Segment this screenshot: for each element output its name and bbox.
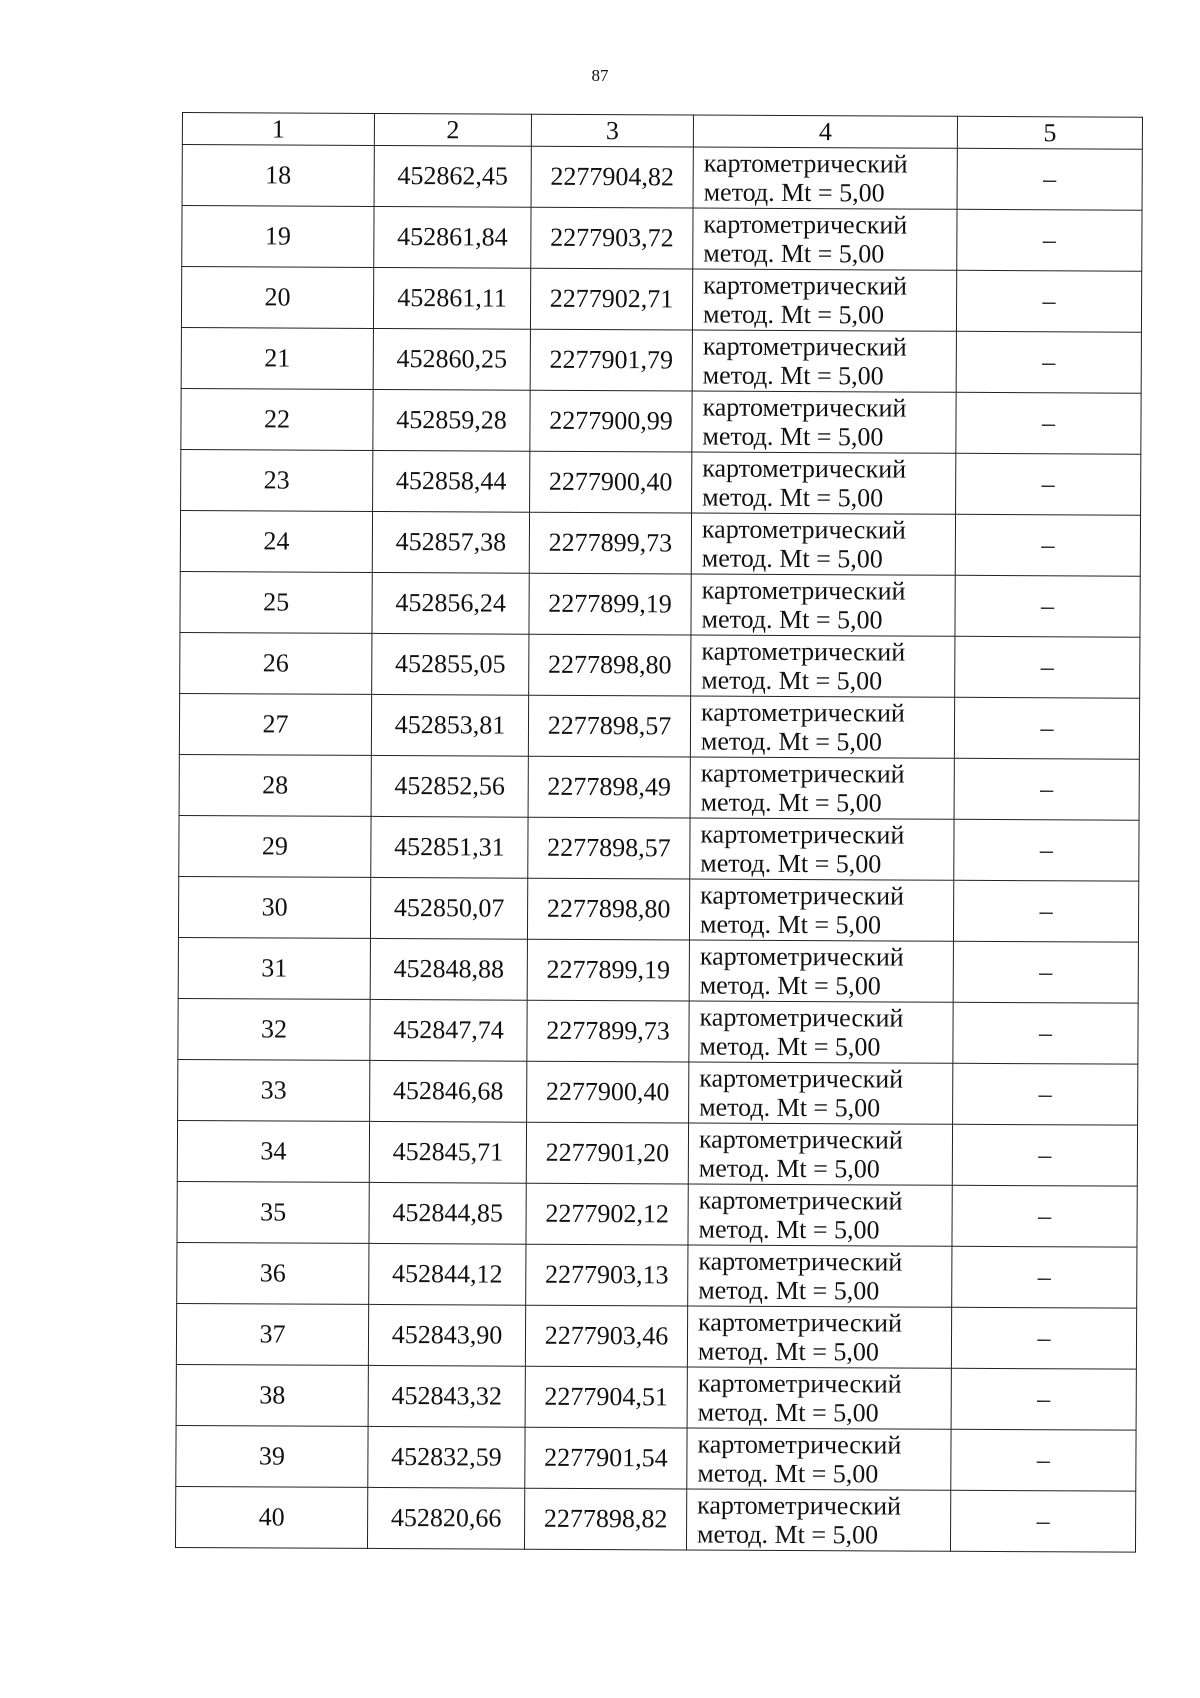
method-cell	[689, 1001, 953, 1063]
point-number-cell: 30	[178, 876, 370, 938]
header-col-5: 5	[957, 116, 1142, 149]
x-coordinate-cell: 452844,85	[369, 1182, 526, 1244]
point-number-cell: 36	[177, 1242, 369, 1304]
method-line-2: метод. Mt = 5,00	[699, 1031, 881, 1062]
page-number: 87	[591, 66, 609, 85]
method-cell	[689, 879, 953, 941]
method-line-2: метод. Mt = 5,00	[703, 177, 885, 208]
x-coordinate-cell: 452862,45	[374, 145, 531, 207]
method-line-2: метод. Mt = 5,00	[700, 787, 882, 818]
table-row	[179, 815, 1139, 881]
table-row	[180, 510, 1140, 576]
method-line-2: метод. Mt = 5,00	[702, 299, 885, 330]
method-line-1: картометрический	[699, 941, 904, 972]
note-cell: –	[957, 148, 1142, 210]
note-cell: –	[955, 636, 1140, 698]
table-row	[176, 1364, 1136, 1430]
method-cell	[690, 696, 954, 758]
method-line-2: метод. Mt = 5,00	[697, 1397, 879, 1428]
note-cell: –	[953, 1002, 1138, 1064]
point-number-cell: 27	[179, 693, 371, 755]
method-line-1: картометрический	[697, 1490, 902, 1521]
table-row	[176, 1303, 1136, 1369]
table-body	[175, 145, 1142, 1553]
x-coordinate-cell: 452856,24	[372, 572, 529, 634]
note-cell: –	[952, 1124, 1137, 1186]
method-line-1: картометрический	[702, 453, 907, 484]
method-line-1: картометрический	[703, 209, 908, 240]
point-number-cell: 18	[182, 145, 374, 207]
point-number-cell: 34	[177, 1120, 369, 1182]
method-line-2: метод. Mt = 5,00	[697, 1458, 879, 1489]
y-coordinate-cell: 2277904,51	[525, 1366, 687, 1428]
point-number-cell: 39	[176, 1425, 368, 1487]
coordinates-table	[175, 112, 1143, 1553]
y-coordinate-cell: 2277899,73	[529, 512, 691, 574]
y-coordinate-cell: 2277903,46	[525, 1305, 687, 1367]
method-line-2: метод. Mt = 5,00	[702, 421, 884, 452]
y-coordinate-cell: 2277900,40	[527, 1061, 689, 1123]
table-row	[179, 693, 1139, 759]
method-line-2: метод. Mt = 5,00	[698, 1214, 880, 1245]
x-coordinate-cell: 452845,71	[369, 1121, 526, 1183]
table-row	[176, 1425, 1136, 1491]
method-line-2: метод. Mt = 5,00	[701, 665, 883, 696]
note-cell: –	[955, 514, 1140, 576]
method-cell	[692, 269, 956, 331]
method-cell	[691, 635, 955, 697]
header-col-3: 3	[531, 114, 693, 147]
method-line-2: метод. Mt = 5,00	[703, 238, 885, 269]
method-line-2: метод. Mt = 5,00	[699, 1092, 881, 1123]
method-line-1: картометрический	[702, 331, 907, 362]
table-row	[178, 937, 1138, 1003]
method-cell	[690, 818, 954, 880]
table-row	[178, 998, 1138, 1064]
note-cell: –	[954, 697, 1139, 759]
y-coordinate-cell: 2277898,80	[529, 634, 691, 696]
header-col-4: 4	[693, 115, 957, 148]
point-number-cell: 22	[181, 388, 373, 450]
table-row	[181, 449, 1141, 515]
x-coordinate-cell: 452844,12	[369, 1243, 526, 1305]
method-line-1: картометрический	[699, 1002, 904, 1033]
x-coordinate-cell: 452857,38	[372, 511, 529, 573]
method-line-1: картометрический	[698, 1307, 902, 1338]
note-cell: –	[954, 758, 1139, 820]
note-cell: –	[956, 270, 1141, 332]
note-cell: –	[951, 1368, 1136, 1430]
method-line-2: метод. Mt = 5,00	[698, 1153, 880, 1184]
y-coordinate-cell: 2277898,82	[524, 1488, 686, 1550]
y-coordinate-cell: 2277900,99	[530, 390, 692, 452]
note-cell: –	[953, 1063, 1138, 1125]
method-line-2: метод. Mt = 5,00	[699, 909, 882, 940]
x-coordinate-cell: 452860,25	[373, 328, 530, 390]
method-line-1: картометрический	[698, 1185, 903, 1216]
x-coordinate-cell: 452848,88	[370, 938, 527, 1000]
point-number-cell: 35	[177, 1181, 369, 1243]
table-row	[175, 1486, 1135, 1552]
note-cell: –	[956, 453, 1141, 515]
y-coordinate-cell: 2277903,13	[526, 1244, 688, 1306]
x-coordinate-cell: 452858,44	[373, 450, 530, 512]
method-line-2: метод. Mt = 5,00	[700, 726, 883, 757]
y-coordinate-cell: 2277898,57	[528, 695, 690, 757]
method-line-2: метод. Mt = 5,00	[701, 543, 883, 574]
method-cell	[687, 1306, 951, 1368]
point-number-cell: 23	[181, 449, 373, 511]
table-row	[177, 1242, 1137, 1308]
point-number-cell: 21	[181, 327, 373, 389]
y-coordinate-cell: 2277901,20	[526, 1122, 688, 1184]
y-coordinate-cell: 2277898,49	[528, 756, 690, 818]
method-cell	[690, 757, 954, 819]
point-number-cell: 20	[181, 267, 373, 329]
point-number-cell: 28	[179, 754, 371, 816]
note-cell: –	[952, 1185, 1137, 1247]
x-coordinate-cell: 452855,05	[372, 633, 529, 695]
point-number-cell: 38	[176, 1364, 368, 1426]
method-cell	[689, 940, 953, 1002]
method-cell	[689, 1062, 953, 1124]
method-line-2: метод. Mt = 5,00	[698, 1275, 880, 1306]
method-line-1: картометрический	[699, 1063, 904, 1094]
x-coordinate-cell: 452853,81	[371, 694, 528, 756]
table-header-row	[182, 113, 1142, 150]
x-coordinate-cell: 452859,28	[373, 389, 530, 451]
point-number-cell: 32	[178, 998, 370, 1060]
method-cell	[688, 1245, 952, 1307]
point-number-cell: 19	[182, 206, 374, 268]
table-row	[181, 327, 1141, 393]
point-number-cell: 26	[180, 632, 372, 694]
x-coordinate-cell: 452850,07	[370, 877, 527, 939]
method-line-1: картометрический	[698, 1246, 903, 1277]
method-cell	[688, 1123, 952, 1185]
note-cell: –	[953, 880, 1138, 942]
table-row	[178, 876, 1138, 942]
method-cell	[691, 513, 955, 575]
method-line-2: метод. Mt = 5,00	[702, 360, 884, 391]
x-coordinate-cell: 452851,31	[371, 816, 528, 878]
method-line-1: картометрический	[701, 636, 906, 667]
table-row	[177, 1120, 1137, 1186]
method-line-1: картометрический	[701, 514, 906, 545]
note-cell: –	[957, 209, 1142, 271]
y-coordinate-cell: 2277902,71	[530, 268, 692, 330]
y-coordinate-cell: 2277899,73	[527, 1000, 689, 1062]
method-line-2: метод. Mt = 5,00	[696, 1519, 879, 1550]
method-cell	[691, 574, 955, 636]
method-cell	[687, 1367, 951, 1429]
y-coordinate-cell: 2277898,57	[528, 817, 690, 879]
point-number-cell: 37	[176, 1303, 368, 1365]
note-cell: –	[953, 941, 1138, 1003]
y-coordinate-cell: 2277903,72	[531, 207, 693, 269]
x-coordinate-cell: 452861,11	[373, 267, 530, 329]
table-row	[177, 1181, 1137, 1247]
x-coordinate-cell: 452832,59	[368, 1426, 525, 1488]
method-line-1: картометрический	[700, 758, 905, 789]
method-line-2: метод. Mt = 5,00	[701, 604, 883, 635]
y-coordinate-cell: 2277900,40	[530, 451, 692, 513]
method-line-1: картометрический	[702, 392, 907, 423]
method-line-2: метод. Mt = 5,00	[699, 970, 881, 1001]
y-coordinate-cell: 2277902,12	[526, 1183, 688, 1245]
method-line-1: картометрический	[703, 270, 908, 301]
y-coordinate-cell: 2277901,54	[525, 1427, 687, 1489]
y-coordinate-cell: 2277901,79	[530, 329, 692, 391]
table-row	[182, 145, 1142, 211]
point-number-cell: 33	[178, 1059, 370, 1121]
method-cell	[692, 330, 956, 392]
table-row	[180, 571, 1140, 637]
note-cell: –	[955, 575, 1140, 637]
header-col-2: 2	[374, 113, 531, 146]
y-coordinate-cell: 2277904,82	[531, 146, 693, 208]
method-line-2: метод. Mt = 5,00	[697, 1336, 880, 1367]
table-row	[182, 206, 1142, 272]
table-row	[178, 1059, 1138, 1125]
method-cell	[692, 391, 956, 453]
y-coordinate-cell: 2277899,19	[527, 939, 689, 1001]
method-line-1: картометрический	[698, 1124, 903, 1155]
table-row	[181, 388, 1141, 454]
point-number-cell: 29	[179, 815, 371, 877]
method-cell	[693, 208, 957, 270]
point-number-cell: 40	[175, 1486, 367, 1548]
x-coordinate-cell: 452852,56	[371, 755, 528, 817]
method-cell	[686, 1489, 950, 1551]
x-coordinate-cell: 452820,66	[367, 1487, 524, 1549]
method-line-1: картометрический	[697, 1429, 902, 1460]
method-line-1: картометрический	[700, 880, 905, 911]
x-coordinate-cell: 452847,74	[370, 999, 527, 1061]
method-line-2: метод. Mt = 5,00	[702, 482, 884, 513]
note-cell: –	[954, 819, 1139, 881]
y-coordinate-cell: 2277898,80	[527, 878, 689, 940]
table-row	[179, 754, 1139, 820]
point-number-cell: 25	[180, 571, 372, 633]
x-coordinate-cell: 452843,32	[368, 1365, 525, 1427]
note-cell: –	[956, 392, 1141, 454]
table-row	[180, 632, 1140, 698]
x-coordinate-cell: 452861,84	[374, 206, 531, 268]
point-number-cell: 24	[180, 510, 372, 572]
method-cell	[692, 452, 956, 514]
method-line-1: картометрический	[697, 1368, 902, 1399]
method-cell	[688, 1184, 952, 1246]
table-row	[181, 267, 1141, 333]
note-cell: –	[951, 1429, 1136, 1491]
method-line-1: картометрический	[701, 575, 906, 606]
method-line-2: метод. Mt = 5,00	[700, 848, 882, 879]
header-col-1: 1	[182, 113, 374, 146]
point-number-cell: 31	[178, 937, 370, 999]
note-cell: –	[952, 1246, 1137, 1308]
note-cell: –	[951, 1307, 1136, 1369]
method-cell	[693, 147, 957, 209]
method-cell	[687, 1428, 951, 1490]
method-line-1: картометрический	[701, 697, 905, 728]
note-cell: –	[950, 1490, 1135, 1552]
method-line-1: картометрический	[700, 819, 905, 850]
x-coordinate-cell: 452846,68	[370, 1060, 527, 1122]
y-coordinate-cell: 2277899,19	[529, 573, 691, 635]
note-cell: –	[956, 331, 1141, 393]
method-line-1: картометрический	[703, 148, 908, 179]
x-coordinate-cell: 452843,90	[368, 1304, 525, 1366]
